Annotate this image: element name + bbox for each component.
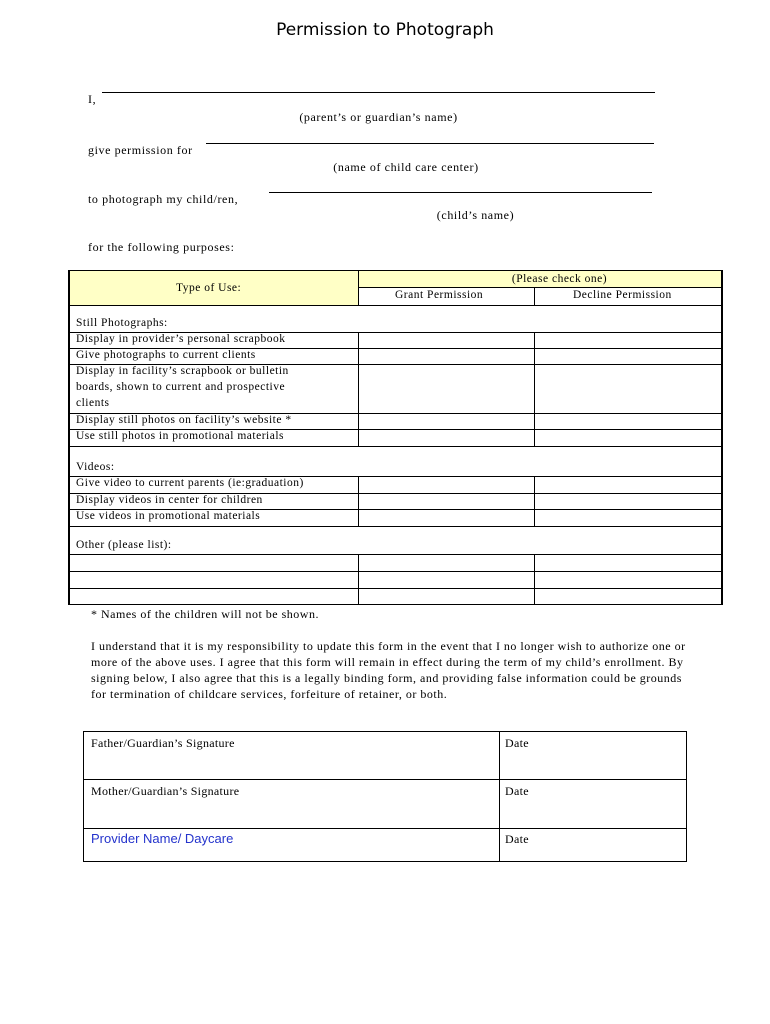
agreement-text: I understand that it is my responsibility to update this form in the event that I no longer wish to authorize one or more of the above uses. I agree that this form will remain in effect during the term of my child’s enrollment. By signing below, I also agree that this is a legally binding form, and providing false information could be grounds for termination of childcare services, forfeiture of retainer, or both. (91, 639, 686, 701)
type-of-use-header: Type of Use: (176, 282, 242, 294)
grant-checkbox-video-center[interactable] (359, 494, 533, 509)
child-name-field[interactable] (269, 192, 652, 193)
decline-checkbox-video-promo[interactable] (535, 510, 720, 525)
decline-checkbox-scrapbook[interactable] (535, 333, 720, 348)
father-date-field[interactable] (500, 732, 686, 779)
please-check-header: (Please check one) (511, 273, 608, 285)
page-title: Permission to Photograph (276, 20, 494, 40)
table-row[interactable] (70, 572, 721, 588)
purposes-intro: for the following purposes: (88, 240, 235, 254)
decline-checkbox-bulletin[interactable] (535, 365, 720, 412)
grant-checkbox-bulletin[interactable] (359, 365, 533, 412)
parent-name-field[interactable] (102, 92, 655, 93)
mother-signature-label: Mother/Guardian’s Signature (91, 784, 240, 798)
child-name-caption: (child’s name) (436, 208, 515, 222)
decline-checkbox-video-parents[interactable] (535, 477, 720, 492)
father-signature-field[interactable] (84, 732, 499, 779)
mother-date-field[interactable] (500, 780, 686, 828)
grant-checkbox-give-photos[interactable] (359, 349, 533, 364)
decline-permission-header: Decline Permission (573, 289, 672, 301)
mother-signature-field[interactable] (84, 780, 499, 828)
parent-name-caption: (parent’s or guardian’s name) (299, 110, 458, 124)
grant-permission-header: Grant Permission (395, 289, 484, 301)
center-name-field[interactable] (206, 143, 654, 144)
father-date-label: Date (505, 736, 529, 750)
provider-name-label: Provider Name/ Daycare (91, 831, 234, 846)
grant-checkbox-video-parents[interactable] (359, 477, 533, 492)
table-row[interactable] (70, 555, 721, 571)
center-name-caption: (name of child care center) (333, 160, 479, 174)
decline-checkbox-website[interactable] (535, 414, 720, 429)
videos-heading: Videos: (76, 461, 115, 473)
father-signature-label: Father/Guardian’s Signature (91, 736, 235, 750)
other-heading: Other (please list): (76, 539, 172, 551)
grant-checkbox-scrapbook[interactable] (359, 333, 533, 348)
mother-date-label: Date (505, 784, 529, 798)
still-photographs-heading: Still Photographs: (76, 317, 168, 329)
provider-date-label: Date (505, 832, 529, 846)
grant-checkbox-website[interactable] (359, 414, 533, 429)
decline-checkbox-promo-stills[interactable] (535, 430, 720, 445)
center-name-prefix: give permission for (88, 143, 193, 157)
decline-checkbox-video-center[interactable] (535, 494, 720, 509)
table-row[interactable] (70, 589, 721, 604)
grant-checkbox-video-promo[interactable] (359, 510, 533, 525)
signature-table (83, 731, 687, 862)
decline-checkbox-give-photos[interactable] (535, 349, 720, 364)
parent-name-prefix: I, (88, 92, 97, 106)
uses-table: Type of Use: (Please check one) Grant Permission Decline Permission Still Photographs: Display in provider’s personal scrapbook Give photographs to current clients Display in facility’s scrapbook or bulletin boards, shown to current and prospective clients Display still photos on facility’s website * Use still photos in promotional materials Videos: Give video to current parents (ie:graduation) Display videos in center for children Use videos in promotional materials Other (please list): (68, 270, 723, 605)
child-name-prefix: to photograph my child/ren, (88, 192, 239, 206)
provider-name-field[interactable] (84, 829, 499, 861)
footnote: * Names of the children will not be shown. (91, 607, 319, 621)
grant-checkbox-promo-stills[interactable] (359, 430, 533, 445)
provider-date-field[interactable] (500, 829, 686, 861)
